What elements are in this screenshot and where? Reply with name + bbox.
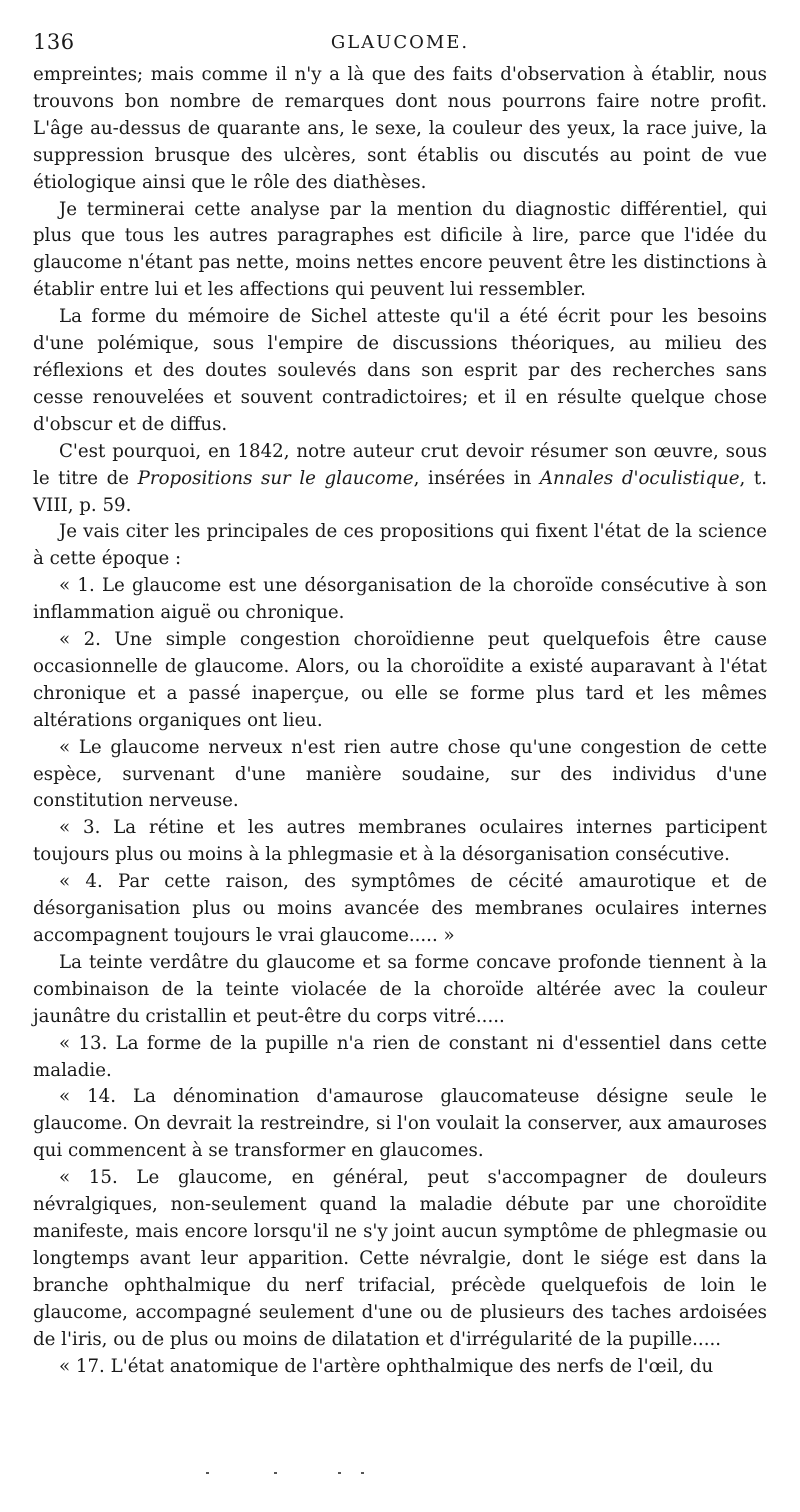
ink-speck <box>338 1472 341 1474</box>
page-header <box>33 30 767 60</box>
ink-speck <box>274 1472 277 1474</box>
paragraph-text: , insérées in <box>413 467 540 489</box>
paragraph <box>33 439 767 520</box>
page-body <box>33 62 767 1380</box>
proposition: « 17. L'état anatomique de l'artère ophthalmique des nerfs de l'œil, du <box>59 1355 714 1377</box>
page-number: 136 <box>33 30 75 54</box>
running-title: GLAUCOME. <box>330 32 470 53</box>
proposition: « 14. La dénomination d'amaurose glaucomateuse désigne seule le glaucome. On devrait la restreindre, si l'on voulait la conserver, aux amauroses qui commencent à se transformer en glaucomes. <box>33 1086 767 1162</box>
scan-specks <box>0 1472 800 1482</box>
proposition: « 1. Le glaucome est une désorganisation de la choroïde consécutive à son inflammation aiguë ou chronique. <box>33 575 767 624</box>
paragraph: La teinte verdâtre du glaucome et sa forme concave profonde tiennent à la combinaison de la teinte violacée de la choroïde altérée avec la couleur jaunâtre du cristallin et peut-être du corps vitré..... <box>33 951 767 1027</box>
proposition: « 13. La forme de la pupille n'a rien de constant ni d'essentiel dans cette maladie. <box>33 1032 767 1081</box>
paragraph-text: , t. VIII, p. 59. <box>33 467 768 516</box>
paragraph-continuation: empreintes; mais comme il n'y a là que des faits d'observation à établir, nous trouvons bon nombre de remarques dont nous pourrons faire notre profit. L'âge au-dessus de quarante ans, le sexe, la couleur des yeux, la race juive, la suppression brusque des ulcères, sont établis ou discutés au point de vue étiologique ainsi que le rôle des diathèses. <box>33 64 767 193</box>
paragraph: Je vais citer les principales de ces propositions qui fixent l'état de la science à cette époque : <box>33 521 767 570</box>
proposition: « Le glaucome nerveux n'est rien autre chose qu'une congestion de cette espèce, survenant d'une manière soudaine, sur des individus d'une constitution nerveuse. <box>33 736 767 812</box>
ink-speck <box>361 1472 364 1474</box>
ink-speck <box>206 1472 209 1474</box>
paragraph-text: C'est pourquoi, en 1842, notre auteur crut devoir résumer son œuvre, sous le titre de <box>33 440 767 489</box>
proposition: « 15. Le glaucome, en général, peut s'accompagner de douleurs névralgiques, non-seulement quand la maladie débute par une choroïdite manifeste, mais encore lorsqu'il ne s'y joint aucun symptôme de phlegmasie ou longtemps avant leur apparition. Cette névralgie, dont le siége est dans la branche ophthalmique du nerf trifacial, précède quelquefois de loin le glaucome, accompagné seulement d'une ou de plusieurs des taches ardoisées de l'iris, ou de plus ou moins de dilatation et d'irrégularité de la pupille..... <box>33 1167 767 1350</box>
journal-title: Annales d'oculistique <box>539 467 740 489</box>
work-title: Propositions sur le glaucome <box>137 467 414 489</box>
proposition: « 3. La rétine et les autres membranes oculaires internes participent toujours plus ou moins à la phlegmasie et à la désorganisation consécutive. <box>33 817 767 866</box>
proposition: « 2. Une simple congestion choroïdienne peut quelquefois être cause occasionnelle de glaucome. Alors, ou la choroïdite a existé auparavant à l'état chronique et a passé inaperçue, ou elle se forme plus tard et les mêmes altérations organiques ont lieu. <box>33 629 767 731</box>
paragraph: Je terminerai cette analyse par la mention du diagnostic différentiel, qui plus que tous les autres paragraphes est dificile à lire, parce que l'idée du glaucome n'étant pas nette, moins nettes encore peuvent être les distinctions à établir entre lui et les affections qui peuvent lui ressembler. <box>33 198 767 301</box>
proposition: « 4. Par cette raison, des symptômes de cécité amaurotique et de désorganisation plus ou moins avancée des membranes oculaires internes accompagnent toujours le vrai glaucome..... » <box>33 871 767 946</box>
paragraph: La forme du mémoire de Sichel atteste qu'il a été écrit pour les besoins d'une polémique, sous l'empire de discussions théoriques, au milieu des réflexions et des doutes soulevés dans son esprit par des recherches sans cesse renouvelées et souvent contradictoires; et il en résulte quelque chose d'obscur et de diffus. <box>33 306 767 435</box>
